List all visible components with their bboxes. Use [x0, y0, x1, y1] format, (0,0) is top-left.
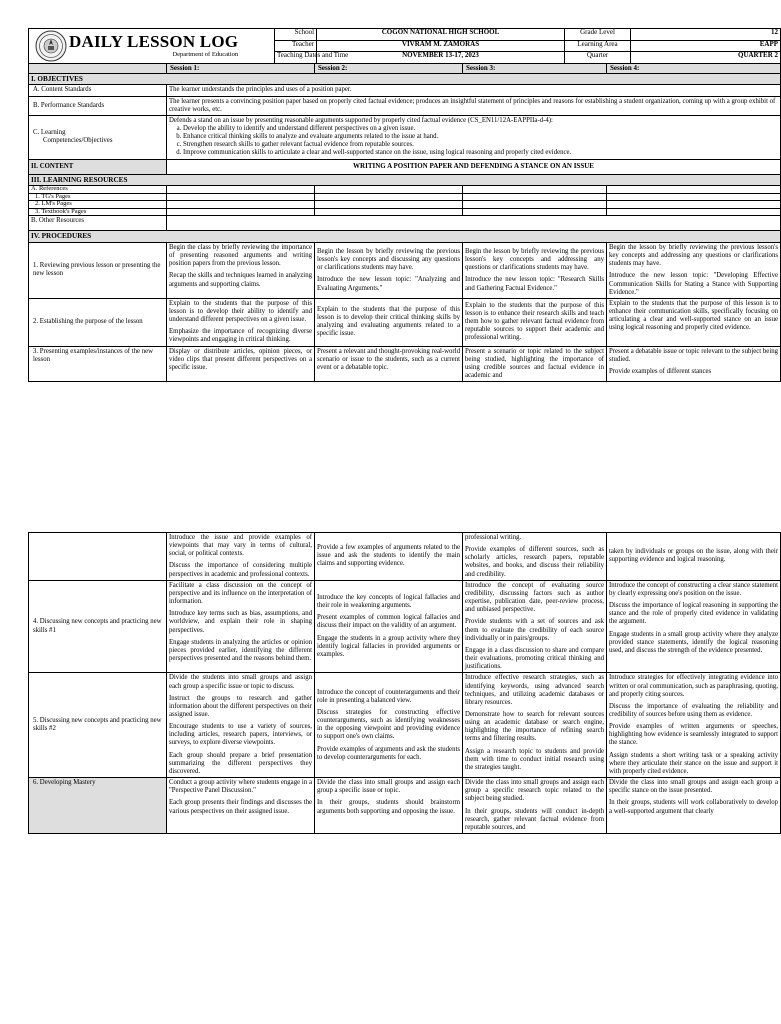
purpose-session-1: Explain to the students that the purpose of this lesson is to develop their ability to identify and understand different perspectives on a given issue. Emphasize the importance of recognizing diverse viewpoints and engaging in critical thinking. [167, 298, 315, 346]
competencies-label-line-2: Competencies/Objectives [43, 137, 113, 145]
page-1 [28, 28, 780, 382]
examples-continued-session-1: Introduce the issue and provide examples of viewpoints that may vary in terms of cultural, social, or political contexts. Discuss the importance of considering multiple perspectives in academic and professional contexts. [167, 533, 315, 581]
examples-session-3: Present a scenario or topic related to the subject being studied, highlighting the importance of using credible sources and factual evidence in academic and [463, 346, 607, 382]
discuss2-session-4: Introduce strategies for effectively integrating evidence into written or oral communication, such as paraphrasing, quoting, and properly citing sources. Discuss the importance of evaluating the reliability and credibility of sources before using them as evidence. Provide examples of written arguments or speeches, highlighting how evidence is seamlessly integrated to support the stance. Assign students a short writing task or a speaking activity where they articulate their stance on the issue and support it with properly cited evidence. [607, 673, 781, 778]
mastery-session-3: Divide the class into small groups and assign each group a specific research topic related to the subject being studied. In their groups, students will conduct in-depth research, gather relevant factual evidence from reputable sources, and [463, 778, 607, 834]
reviewing-session-1: Begin the class by briefly reviewing the importance of presenting reasoned arguments and writing position papers from the previous lesson. Recap the skills and techniques learned in analyzing arguments and supporting claims. [167, 242, 315, 298]
page-2 [28, 532, 780, 834]
reviewing-session-3: Begin the lesson by briefly reviewing the previous lesson's key concepts and addressing any questions or clarifications students may have. Introduce the new lesson topic: "Research Skills and Gathering Factual Evidence." [463, 242, 607, 298]
purpose-label: 2. Establishing the purpose of the lesson [29, 298, 167, 346]
mastery-session-4: Divide the class into small groups and assign each group a specific stance on the issue presented. In their groups, students will work collaboratively to develop a well-supported argument that clearly [607, 778, 781, 834]
dates-value: NOVEMBER 13-17, 2023 [317, 52, 565, 64]
dates-label: Teaching Dates and Time [275, 52, 317, 64]
session-2-header: Session 2: [315, 64, 463, 73]
competencies-label-line-1: C. Learning [33, 129, 66, 137]
discuss1-label: 4. Discussing new concepts and practicing new skills #1 [29, 580, 167, 673]
teacher-label: Teacher [275, 40, 317, 52]
competencies-list [169, 125, 778, 158]
quarter-value: QUARTER 2 [631, 52, 781, 64]
reviewing-label: 1. Reviewing previous lesson or presenting the new lesson [29, 242, 167, 298]
discuss1-session-1: Facilitate a class discussion on the concept of perspective and its influence on the interpretation of information. Introduce key terms such as bias, assumptions, and worldview, and explain their role in shaping perspectives. Engage students in analyzing the articles or opinion pieces provided earlier, identifying the different perspectives presented and the reasons behind them. [167, 580, 315, 673]
competency-item: a. Develop the ability to identify and understand different perspectives on a given issue. [183, 125, 778, 133]
discuss2-session-3: Introduce effective research strategies, such as identifying keywords, using advanced search techniques, and utilizing academic databases or library resources. Demonstrate how to search for relevant sources using an academic database or search engine, highlighting the importance of refining search terms and filtering results. Assign a research topic to students and provide them with time to conduct initial research using the strategies taught. [463, 673, 607, 778]
session-3-header: Session 3: [463, 64, 607, 73]
examples-continued-session-3: professional writing. Provide examples of different sources, such as scholarly articles, research papers, reputable websites, and books, and discuss their reliability and credibility. [463, 533, 607, 581]
learning-resources-heading: III. LEARNING RESOURCES [29, 174, 781, 186]
textbook-pages-label: 3. Textbook's Pages [29, 208, 167, 216]
examples-session-4 [607, 346, 781, 382]
discuss1-session-4: Introduce the concept of constructing a clear stance statement by clearly expressing one's position on the issue. Discuss the importance of logical reasoning in supporting the stance and the role of properly cited evidence in validating the argument. Engage students in a small group activity where they analyze provided stance statements, identify the logical reasoning used, and discuss the strength of the evidence presented. [607, 580, 781, 673]
competencies-cell [167, 115, 781, 159]
quarter-label: Quarter [565, 52, 631, 64]
performance-standards-text: The learner presents a convincing position paper based on properly cited factual evidence; produces an insightful statement of principles and reasons for establishing a student organization, coming up with a group exhibit of creative works, etc. [167, 96, 781, 115]
purpose-session-2: Explain to the students that the purpose of this lesson is to develop their critical thinking skills by analyzing and evaluating arguments related to a specific issue. [315, 298, 463, 346]
content-title: WRITING A POSITION PAPER AND DEFENDING A STANCE ON AN ISSUE [167, 159, 781, 174]
competencies-intro: Defends a stand on an issue by presenting reasonable arguments supported by properly cited factual evidence (CS_EN11/12A-EAPPIIa-d-4): [169, 116, 553, 124]
purpose-session-4: Explain to the students that the purpose of this lesson is to enhance their communication skills, specifically focusing on articulating a clear and well-supported stance on an issue using logical reasoning and properly cited evidence. [607, 298, 781, 346]
school-label: School [275, 29, 317, 41]
page-title: DAILY LESSON LOG [69, 32, 239, 52]
discuss1-session-2: Introduce the key concepts of logical fallacies and their role in weakening arguments. Present examples of common logical fallacies and discuss their impact on the validity of an argument. Engage the students in a group activity where they identify logical fallacies in provided arguments or examples. [315, 580, 463, 673]
teacher-value: VIVRAM M. ZAMORAS [317, 40, 565, 52]
procedures-heading: IV. PROCEDURES [29, 231, 781, 243]
examples-session-2: Present a relevant and thought-provoking real-world scenario or issue to the students, such as a current event or a debatable topic. [315, 346, 463, 382]
school-value: COGON NATIONAL HIGH SCHOOL [317, 29, 565, 41]
discuss2-session-2: Introduce the concept of counterarguments and their role in presenting a balanced view. Discuss strategies for constructing effective counterarguments, such as identifying weaknesses in the opposing viewpoint and providing evidence to support one's own claims. Provide examples of arguments and ask the students to develop counterarguments for each. [315, 673, 463, 778]
deped-seal-icon [35, 30, 67, 62]
examples-continued-session-2: Provide a few examples of arguments related to the issue and ask the students to identify the main claims and supporting evidence. [315, 533, 463, 581]
competency-item: c. Strengthen research skills to gather relevant factual evidence from reputable sources. [183, 141, 778, 149]
examples-continued-session-4: taken by individuals or groups on the issue, along with their supporting evidence and logical reasoning. [607, 533, 781, 581]
competencies-label [29, 115, 167, 159]
mastery-session-2: Divide the class into small groups and assign each group a specific issue or topic. In their groups, students should brainstorm arguments both supporting and opposing the issue. [315, 778, 463, 834]
lesson-body-table-page-1 [28, 63, 781, 382]
title-block [29, 29, 275, 64]
lesson-body-table-page-2 [28, 532, 781, 834]
examples-session-4-part-2: Provide examples of different stances [609, 367, 712, 375]
mastery-label: 6. Developing Mastery [29, 778, 167, 834]
lm-pages-label: 2. LM's Pages [29, 201, 167, 209]
examples-session-4-part-1: Present a debatable issue or topic relevant to the subject being studied. [609, 347, 778, 363]
lesson-log-table-page-1 [28, 28, 781, 64]
discuss2-label: 5. Discussing new concepts and practicing new skills #2 [29, 673, 167, 778]
competency-item: d. Improve communication skills to articulate a clear and well-supported stance on the issue, using logical reasoning and properly cited evidence. [183, 149, 778, 157]
content-standards-label: A. Content Standards [29, 85, 167, 96]
content-heading: II. CONTENT [29, 159, 167, 174]
performance-standards-label: B. Performance Standards [29, 96, 167, 115]
references-label: A. References [29, 186, 167, 194]
tg-pages-label: 1. TG's Pages [29, 193, 167, 201]
session-1-header: Session 1: [167, 64, 315, 73]
grade-value: 12 [631, 29, 781, 41]
reviewing-session-4: Begin the lesson by briefly reviewing the previous lesson's key concepts and addressing any questions or clarifications students may have. Introduce the new lesson topic: "Developing Effective Communication Skills for Stating a Stance with Supporting Evidence." [607, 242, 781, 298]
objectives-heading: I. OBJECTIVES [29, 73, 781, 85]
session-header-blank [29, 64, 167, 73]
other-resources-label: B. Other Resources [29, 216, 167, 231]
examples-continued-label [29, 533, 167, 581]
session-4-header: Session 4: [607, 64, 781, 73]
grade-label: Grade Level [565, 29, 631, 41]
reviewing-session-2: Begin the lesson by briefly reviewing the previous lesson's key concepts and discussing any questions or clarifications students may have. Introduce the new lesson topic: "Analyzing and Evaluating Arguments." [315, 242, 463, 298]
examples-session-1: Display or distribute articles, opinion pieces, or video clips that present different perspectives on a specific issue. [167, 346, 315, 382]
discuss2-session-1: Divide the students into small groups and assign each group a specific issue or topic to discuss. Instruct the groups to research and gather information about the different perspectives on their assigned issue. Encourage students to use a variety of sources, including articles, research papers, interviews, or surveys, to explore diverse viewpoints. Each group should prepare a brief presentation summarizing the different perspectives they discovered. [167, 673, 315, 778]
area-value: EAPP [631, 40, 781, 52]
mastery-session-1: Conduct a group activity where students engage in a "Perspective Panel Discussion." Each group presents their findings and discusses the various perspectives on their assigned issue. [167, 778, 315, 834]
area-label: Learning Area [565, 40, 631, 52]
competency-item: b. Enhance critical thinking skills to analyze and evaluate arguments related to the issue at hand. [183, 133, 778, 141]
discuss1-session-3: Introduce the concept of evaluating source credibility, discussing factors such as author expertise, publication date, peer-review process, and unbiased perspective. Provide students with a set of sources and ask them to evaluate the credibility of each source individually or in pairs/groups. Engage in a class discussion to share and compare their evaluations, promoting critical thinking and justifications. [463, 580, 607, 673]
content-standards-text: The learner understands the principles and uses of a position paper. [167, 85, 781, 96]
department-label: Department of Education [172, 51, 239, 59]
purpose-session-3: Explain to the students that the purpose of this lesson is to enhance their research skills and teach them how to gather relevant factual evidence from reputable sources to support their academic and professional writing. [463, 298, 607, 346]
examples-label: 3. Presenting examples/instances of the new lesson [29, 346, 167, 382]
